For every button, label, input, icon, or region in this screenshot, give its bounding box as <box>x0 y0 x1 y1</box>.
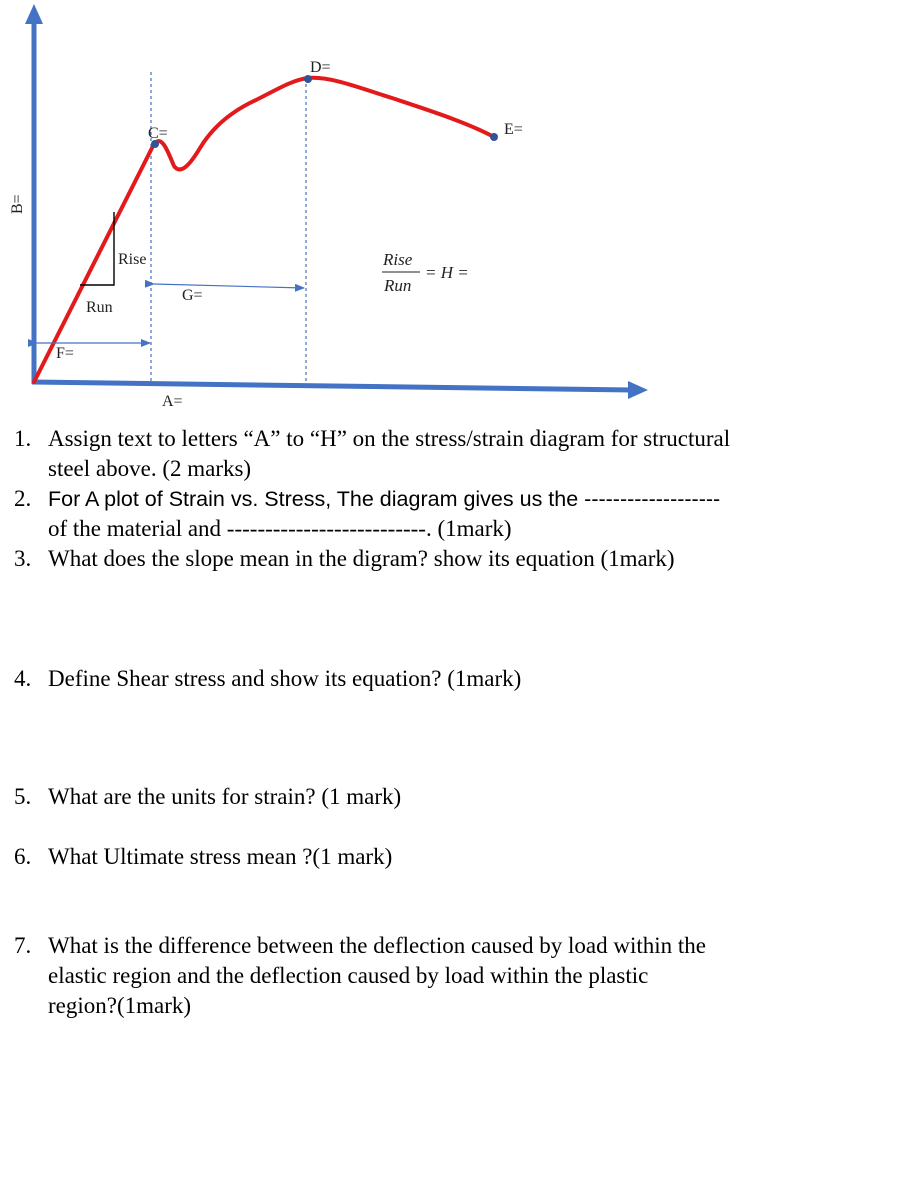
stress-strain-diagram <box>0 0 904 420</box>
question-text-line: What are the units for strain? (1 mark) <box>48 784 402 809</box>
question-number: 4. <box>14 666 32 691</box>
question-7 <box>14 931 874 1021</box>
question-text-line: What does the slope mean in the digram? show its equation (1mark) <box>48 546 675 571</box>
label-b: B= <box>9 194 26 214</box>
question-text-line: For A plot of Strain vs. Stress, The diagram gives us the ------------------- <box>48 487 721 511</box>
label-rise: Rise <box>118 251 147 268</box>
stress-strain-curve <box>34 78 494 382</box>
y-axis-arrowhead <box>25 4 43 24</box>
x-axis <box>32 382 632 390</box>
equation-denominator: Run <box>384 276 412 295</box>
label-run: Run <box>86 299 113 316</box>
label-a: A= <box>162 393 183 410</box>
question-number: 1. <box>14 426 32 451</box>
question-text-line: of the material and --------------------------. (1mark) <box>48 516 512 541</box>
question-text-line: steel above. (2 marks) <box>48 456 252 481</box>
question-number: 5. <box>14 784 32 809</box>
equation-rest: = H = <box>425 263 469 282</box>
equation-numerator: Rise <box>383 250 413 269</box>
label-g: G= <box>182 287 203 304</box>
question-4 <box>14 664 874 694</box>
point-d <box>304 75 312 83</box>
point-e <box>490 133 498 141</box>
label-f: F= <box>56 345 74 362</box>
question-6 <box>14 842 874 872</box>
question-text-line: region?(1mark) <box>48 993 192 1018</box>
question-number: 6. <box>14 844 32 869</box>
question-text-line: Define Shear stress and show its equation? (1mark) <box>48 666 522 691</box>
question-text-line: elastic region and the deflection caused by load within the plastic <box>48 963 649 988</box>
x-axis-arrowhead <box>628 381 648 399</box>
question-text-line: What Ultimate stress mean ?(1 mark) <box>48 844 393 869</box>
label-c: C= <box>148 125 168 142</box>
question-number: 7. <box>14 933 32 958</box>
question-1 <box>14 424 874 484</box>
label-e: E= <box>504 121 523 138</box>
dimension-arrow-g <box>154 284 304 288</box>
question-text-line: What is the difference between the deflection caused by load within the <box>48 933 707 958</box>
label-d: D= <box>310 59 331 76</box>
question-3 <box>14 544 874 574</box>
question-5 <box>14 782 874 812</box>
question-number: 2. <box>14 486 32 511</box>
question-number: 3. <box>14 546 32 571</box>
question-text-line: Assign text to letters “A” to “H” on the stress/strain diagram for structural <box>48 426 731 451</box>
question-2 <box>14 484 874 544</box>
slope-triangle <box>80 212 114 285</box>
